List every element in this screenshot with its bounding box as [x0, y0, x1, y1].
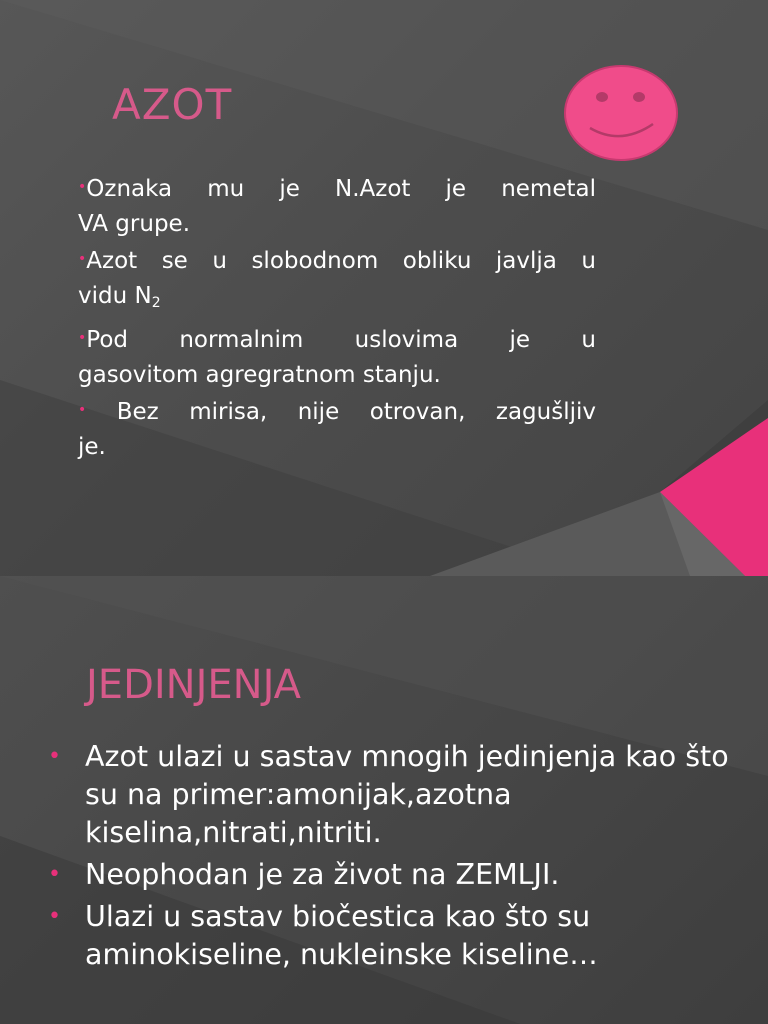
bullet-item: [48, 856, 748, 894]
bullet-text: Neophodan je za život na ZEMLJI.: [85, 858, 560, 891]
bullet-marker: •: [48, 904, 61, 929]
smiley-face-icon: [563, 64, 681, 164]
bullet-marker: •: [48, 744, 61, 769]
bullet-item: [48, 898, 748, 974]
bullet-marker: •: [48, 862, 61, 887]
bullet-text: Azot se u slobodnom obliku javlja u: [86, 248, 596, 274]
bullet-text: je.: [78, 434, 106, 460]
bullet-marker: •: [78, 179, 87, 195]
subscript: 2: [151, 295, 161, 311]
bullet-text: VA grupe.: [78, 211, 191, 237]
bullet-marker: •: [78, 251, 87, 267]
bullet-text: Azot ulazi u sastav mnogih jedinjenja kao što su na primer:amonijak,azotna kiselina,nitrati,nitriti.: [85, 740, 729, 849]
bullet-text: Pod normalnim uslovima je u: [86, 327, 596, 353]
slide-body: [78, 170, 596, 465]
bullet-text: gasovitom agregratnom stanju.: [78, 362, 441, 388]
bullet-item: [78, 242, 596, 321]
bullet-text: Oznaka mu je N.Azot je nemetal: [86, 176, 596, 202]
bullet-item: [78, 170, 596, 242]
bullet-item: [78, 393, 596, 465]
bullet-text: Ulazi u sastav biočestica kao što su aminokiseline, nukleinske kiseline…: [85, 900, 598, 971]
bullet-item: [48, 738, 748, 852]
slide-body: [48, 738, 748, 978]
slide-title: JEDINJENJA: [86, 662, 302, 708]
bullet-marker: •: [78, 330, 87, 346]
bullet-item: [78, 321, 596, 393]
bullet-text: Bez mirisa, nije otrovan, zagušljiv: [86, 399, 596, 425]
bullet-marker: •: [78, 402, 87, 418]
slide-title: AZOT: [112, 80, 233, 129]
bullet-text: vidu N: [78, 283, 152, 309]
